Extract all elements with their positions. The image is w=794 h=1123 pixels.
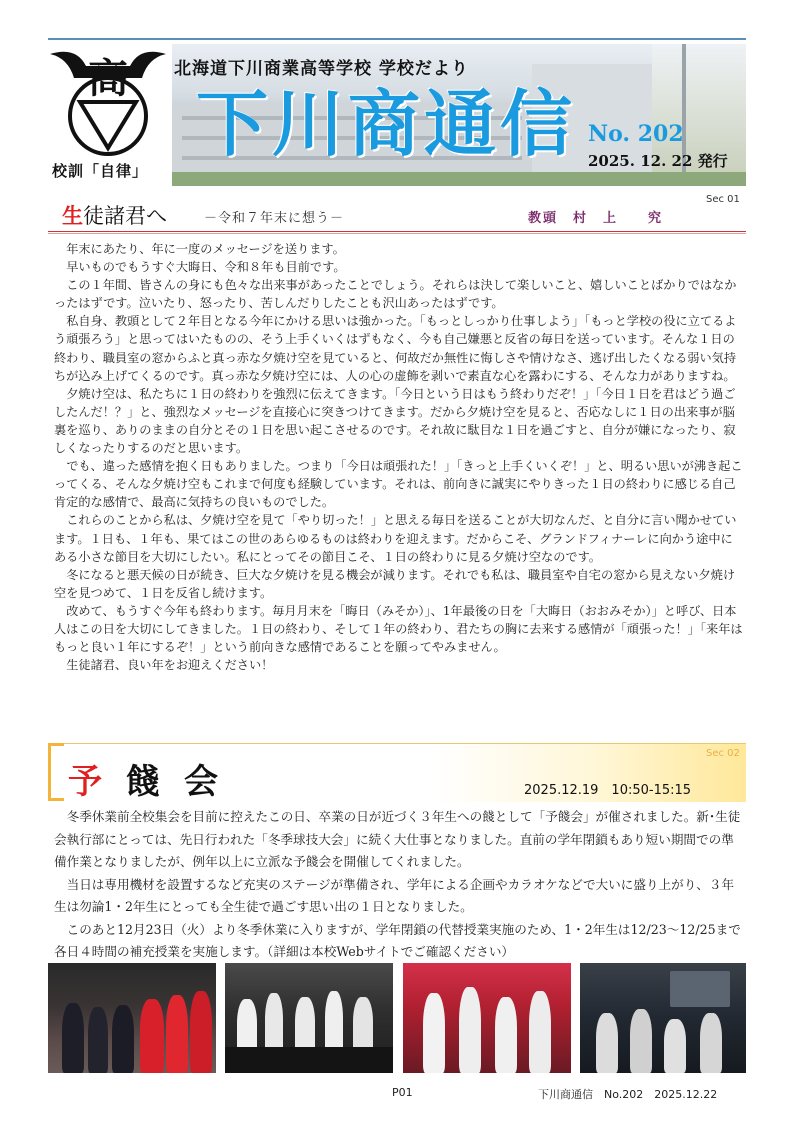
footer-page-number: P01 — [392, 1086, 413, 1099]
issue-date: 2025. 12. 22 発行 — [588, 152, 728, 170]
section2-body — [54, 806, 744, 964]
section1-body — [54, 240, 744, 674]
section1-title — [62, 200, 167, 230]
section1-subtitle: －令和７年末に想う－ — [204, 211, 345, 226]
section1-paragraph: 年末にあたり、年に一度のメッセージを送ります。 — [66, 242, 345, 256]
section1-title-first: 生 — [62, 204, 83, 228]
section2-title — [68, 754, 242, 803]
section1-paragraph: 生徒諸君、良い年をお迎えください！ — [66, 658, 274, 673]
section1-author: 教頭 村 上 究 — [528, 211, 664, 226]
footer-issue-info: 下川商通信 No.202 2025.12.22 — [538, 1088, 718, 1101]
section2-paragraph: 冬季休業前全校集会を目前に控えたこの日、卒業の日が近づく３年生への餞として「予餞会」が催されました。新･生徒会執行部にとっては、先日行われた「冬季球技大会」に続く大仕事となりました。直前の学年閉鎖もあり短い期間での準備作業となりましたが、例年以上に立派な予餞会を開催してくれました。 — [54, 809, 741, 869]
section1-paragraph: 夕焼け空は、私たちに１日の終わりを強烈に伝えてきます。「今日という日はもう終わりだぞ！」「今日１日を君はどう過ごしたんだ！？」と、強烈なメッセージを直接心に突きつけてきます。だから夕焼け空を見ると、否応なしに１日の出来事が脳裏を巡り、ありのままの自分とその１日を思い起こさせるのです。それ故に駄目な１日を過ごすと、自分が嫌になったり、寂しくなったりするのだと思います。 — [54, 386, 736, 456]
section2-bracket — [48, 743, 64, 801]
section1-paragraph: これらのことから私は、夕焼け空を見て「やり切った！」と思える毎日を送ることが大切なんだ、と自分に言い聞かせています。１日も、１年も、果てはこの世のあらゆるものは終わりを迎えます。だからこそ、グランドフィナーレに向かう途中にある小さな節目を大切にしたい。私にとってその節目こそ、１日の終わりに見る夕焼け空なのです。 — [54, 513, 737, 564]
event-photo-3 — [403, 963, 571, 1073]
event-photo-1 — [48, 963, 216, 1073]
section1-title-rest: 徒諸君へ — [83, 204, 167, 228]
school-motto: 校訓「自律」 — [52, 162, 149, 180]
section1-divider — [48, 231, 746, 232]
newsletter-title: 下川商通信 — [196, 82, 577, 166]
event-photo-4 — [580, 963, 746, 1073]
section1-paragraph: 改めて、もうすぐ今年も終わります。毎月月末を「晦日（みそか）」、1年最後の日を「大晦日（おおみそか）」と呼び、日本人はこの日を大切にしてきました。１日の終わり、そして１年の終わり、君たちの胸に去来する感情が「頑張った！」「来年はもっと良い１年にするぞ！」という前向きな感情であることを願ってやみません。 — [54, 603, 743, 655]
section2-paragraph: 当日は専用機材を設置するなど充実のステージが準備され、学年による企画やカラオケなどで大いに盛り上がり、３年生は勿論1・2年生にとっても全生徒で過ごす思い出の１日となりました。 — [54, 876, 735, 914]
event-photo-2 — [225, 963, 393, 1073]
section2-datetime: 2025.12.19 10:50-15:15 — [524, 783, 692, 798]
section2-title-rest: 餞会 — [126, 762, 242, 802]
top-rule — [48, 38, 746, 40]
section2-title-first: 予 — [68, 762, 126, 802]
issue-number: No. 202 — [588, 121, 684, 147]
section1-paragraph: この１年間、皆さんの身にも色々な出来事があったことでしょう。それらは決して楽しいこと、嬉しいことばかりではなかったはずです。泣いたり、怒ったり、苦しんだりしたことも沢山あったはずです。 — [54, 278, 737, 311]
section1-divider-light — [48, 233, 746, 234]
school-crest-logo — [46, 44, 170, 156]
section2-paragraph: このあと12月23日（火）より冬季休業に入りますが、学年閉鎖の代替授業実施のため、1・2年生は12/23～12/25まで各日４時間の補充授業を実施します。（詳細は本校Webサイトでご確認ください） — [54, 921, 741, 959]
section1-paragraph: でも、違った感情を抱く日もありました。つまり「今日は頑張れた！」「きっと上手くいくぞ！」と、明るい思いが沸き起こってくる、そんな夕焼け空もこれまで何度も経験しています。それは、前向きに誠実にやりきった１日の終わりに感じる自己肯定的な感情で、最高に気持ちの良いものでした。 — [54, 459, 743, 510]
section1-paragraph: 冬になると悪天候の日が続き、巨大な夕焼けを見る機会が減ります。それでも私は、職員室や自宅の窓から見えない夕焼け空を見つめて、１日を反省し続けます。 — [54, 567, 736, 600]
section2-tag: Sec 02 — [706, 748, 740, 759]
section1-paragraph: 早いものでもうすぐ大晦日、令和８年も目前です。 — [66, 260, 346, 275]
section1-paragraph: 私自身、教頭として２年目となる今年にかける思いは強かった。「もっとしっかり仕事しよう」「もっと学校の役に立てるよう頑張ろう」と思ってはいたものの、そう上手くいくはずもなく、今も自己嫌悪と反省の毎日を送っています。そんな１日の終わり、職員室の窓からふと真っ赤な夕焼け空を見ていると、何故だか無性に悔しさや情けなさ、逃げ出したくなる弱い気持ちが込み上げてくるのです。真っ赤な夕焼け空には、人の心の虚飾を剥いで素直な心を露わにする、そんな力がありますね。 — [54, 314, 737, 383]
school-name-line: 北海道下川商業高等学校 学校だより — [174, 59, 469, 79]
section1-tag: Sec 01 — [706, 194, 740, 205]
crest-character: 高 — [88, 56, 128, 102]
